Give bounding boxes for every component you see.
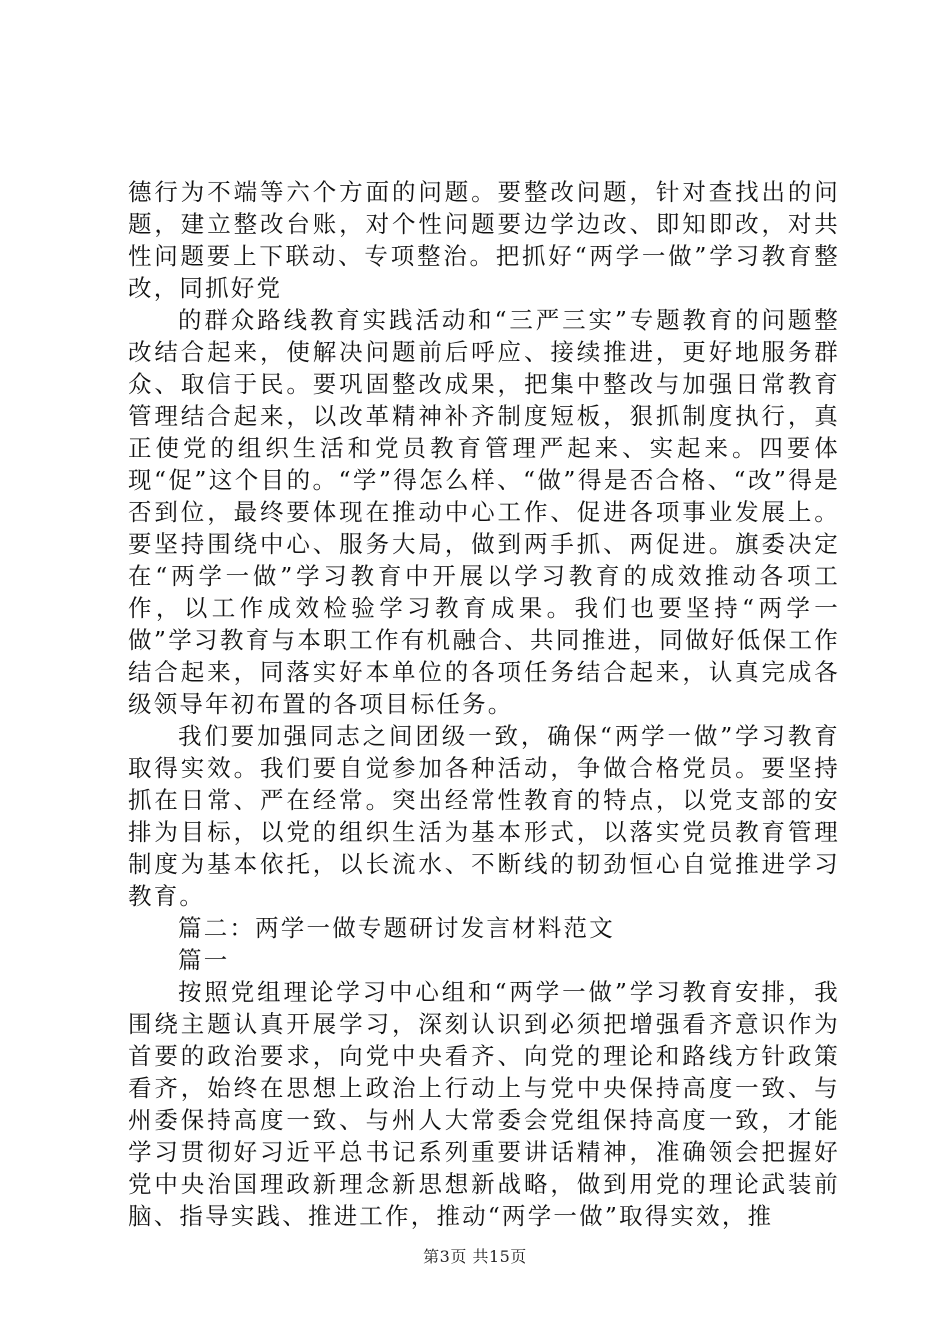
page-footer: 第3页 共15页 — [423, 1247, 527, 1266]
paragraph-3: 我们要加强同志之间团级一致，确保“两学一做”学习教育取得实效。我们要自觉参加各种活动，争做合格党员。要坚持抓在日常、严在经常。突出经常性教育的特点，以党支部的安排为目标，以党的组织生活为基本形式，以落实党员教育管理制度为基本依托，以长流水、不断线的韧劲恒心自觉推进学习教育。 — [128, 722, 840, 910]
section-heading: 篇二：两学一做专题研讨发言材料范文 — [178, 914, 615, 942]
paragraph-2: 的群众路线教育实践活动和“三严三实”专题教育的问题整改结合起来，使解决问题前后呼应、接续推进，更好地服务群众、取信于民。要巩固整改成果，把集中整改与加强日常教育管理结合起来，以改革精神补齐制度短板，狠抓制度执行，真正使党的组织生活和党员教育管理严起来、实起来。四要体现“促”这个目的。“学”得怎么样、“做”得是否合格、“改”得是否到位，最终要体现在推动中心工作、促进各项事业发展上。要坚持围绕中心、服务大局，做到两手抓、两促进。旗委决定在“两学一做”学习教育中开展以学习教育的成效推动各项工作，以工作成效检验学习教育成果。我们也要坚持“两学一做”学习教育与本职工作有机融合、共同推进，同做好低保工作结合起来，同落实好本单位的各项任务结合起来，认真完成各级领导年初布置的各项目标任务。 — [128, 306, 840, 718]
subsection-heading: 篇一 — [178, 946, 230, 974]
body-text — [128, 176, 840, 1232]
paragraph-1: 德行为不端等六个方面的问题。要整改问题，针对查找出的问题，建立整改台账，对个性问题要边学边改、即知即改，对共性问题要上下联动、专项整治。把抓好“两学一做”学习教育整改，同抓好党 — [128, 178, 840, 302]
paragraph-4: 按照党组理论学习中心组和“两学一做”学习教育安排，我围绕主题认真开展学习，深刻认识到必须把增强看齐意识作为首要的政治要求，向党中央看齐、向党的理论和路线方针政策看齐，始终在思想上政治上行动上与党中央保持高度一致、与州委保持高度一致、与州人大常委会党组保持高度一致，才能学习贯彻好习近平总书记系列重要讲话精神，准确领会把握好党中央治国理政新理念新思想新战略，做到用党的理论武装前脑、指导实践、推进工作，推动“两学一做”取得实效，推 — [128, 978, 840, 1230]
